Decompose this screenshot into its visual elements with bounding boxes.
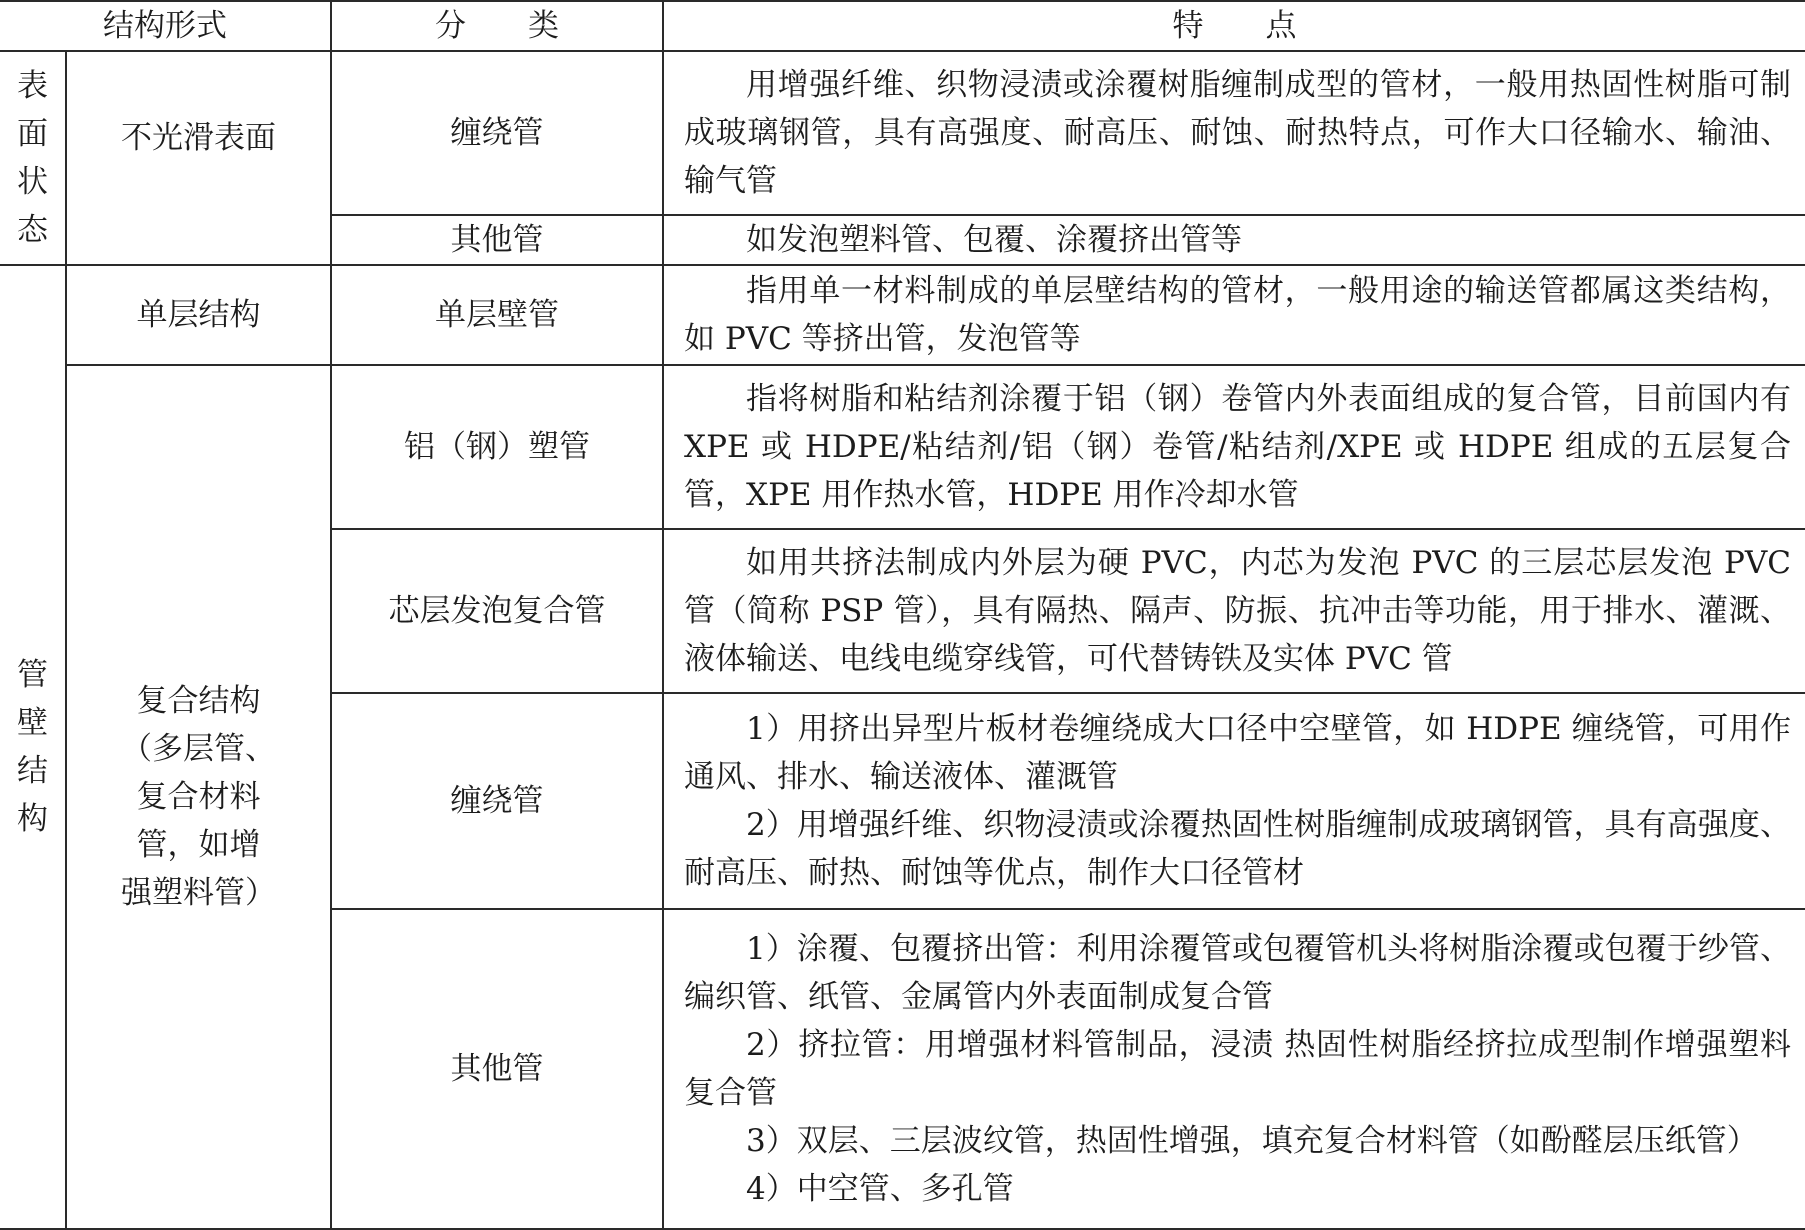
feature-paragraph: 指将树脂和粘结剂涂覆于铝（钢）卷管内外表面组成的复合管，目前国内有 XPE 或 HDPE/粘结剂/铝（钢）卷管/粘结剂/XPE 或 HDPE 组成的五层复合管，XPE 用作热水管，HDPE 用作冷却水管 xyxy=(684,381,1791,513)
sub-structure-rough-surface: 不光滑表面 xyxy=(66,51,331,265)
category-cell: 其他管 xyxy=(331,215,663,265)
feature-paragraph: 如发泡塑料管、包覆、涂覆挤出管等 xyxy=(746,222,1242,258)
group-label-wall-structure: 管壁结构 xyxy=(0,265,66,1229)
category-cell: 芯层发泡复合管 xyxy=(331,529,663,693)
feature-paragraph: 2）挤拉管：用增强材料管制品，浸渍 热固性树脂经挤拉成型制作增强塑料复合管 xyxy=(684,1027,1791,1111)
sub-structure-line: （多层管、 xyxy=(121,731,276,767)
category-cell: 其他管 xyxy=(331,909,663,1229)
feature-paragraph: 4）中空管、多孔管 xyxy=(746,1171,1014,1207)
sub-structure-line: 复合结构 xyxy=(136,683,261,719)
sub-structure-line: 复合材料 xyxy=(136,779,261,815)
category-cell: 缠绕管 xyxy=(331,693,663,909)
feature-paragraph: 3）双层、三层波纹管，热固性增强，填充复合材料管（如酚醛层压纸管） xyxy=(746,1123,1758,1159)
table-row xyxy=(0,51,1805,215)
header-row xyxy=(0,1,1805,51)
feature-cell xyxy=(663,215,1805,265)
feature-paragraph: 1）涂覆、包覆挤出管：利用涂覆管或包覆管机头将树脂涂覆或包覆于纱管、编织管、纸管、金属管内外表面制成复合管 xyxy=(684,931,1791,1015)
category-cell: 缠绕管 xyxy=(331,51,663,215)
sub-structure-line: 强塑料管） xyxy=(121,875,276,911)
feature-paragraph: 如用共挤法制成内外层为硬 PVC，内芯为发泡 PVC 的三层芯层发泡 PVC 管（简称 PSP 管），具有隔热、隔声、防振、抗冲击等功能，用于排水、灌溉、液体输送、电线电缆穿线管，可代替铸铁及实体 PVC 管 xyxy=(684,545,1791,677)
header-category: 分 类 xyxy=(331,1,663,51)
sub-structure-composite xyxy=(66,365,331,1229)
category-cell: 单层壁管 xyxy=(331,265,663,365)
feature-cell xyxy=(663,265,1805,365)
header-structure-form: 结构形式 xyxy=(0,1,331,51)
feature-cell xyxy=(663,365,1805,529)
category-cell: 铝（钢）塑管 xyxy=(331,365,663,529)
sub-structure-line: 管，如增 xyxy=(136,827,261,863)
feature-paragraph: 指用单一材料制成的单层壁结构的管材，一般用途的输送管都属这类结构，如 PVC 等挤出管，发泡管等 xyxy=(684,273,1791,357)
feature-cell xyxy=(663,51,1805,215)
feature-paragraph: 2）用增强纤维、织物浸渍或涂覆热固性树脂缠制成玻璃钢管，具有高强度、耐高压、耐热、耐蚀等优点，制作大口径管材 xyxy=(684,807,1791,891)
feature-cell xyxy=(663,909,1805,1229)
feature-paragraph: 1）用挤出异型片板材卷缠绕成大口径中空壁管，如 HDPE 缠绕管，可用作通风、排水、输送液体、灌溉管 xyxy=(684,711,1791,795)
table-row xyxy=(0,365,1805,529)
sub-structure-single-layer: 单层结构 xyxy=(66,265,331,365)
feature-cell xyxy=(663,693,1805,909)
header-features: 特 点 xyxy=(663,1,1805,51)
feature-cell xyxy=(663,529,1805,693)
table-row xyxy=(0,265,1805,365)
feature-paragraph: 用增强纤维、织物浸渍或涂覆树脂缠制成型的管材，一般用热固性树脂可制成玻璃钢管，具有高强度、耐高压、耐蚀、耐热特点，可作大口径输水、输油、输气管 xyxy=(684,67,1791,199)
group-label-surface: 表面状态 xyxy=(0,51,66,265)
